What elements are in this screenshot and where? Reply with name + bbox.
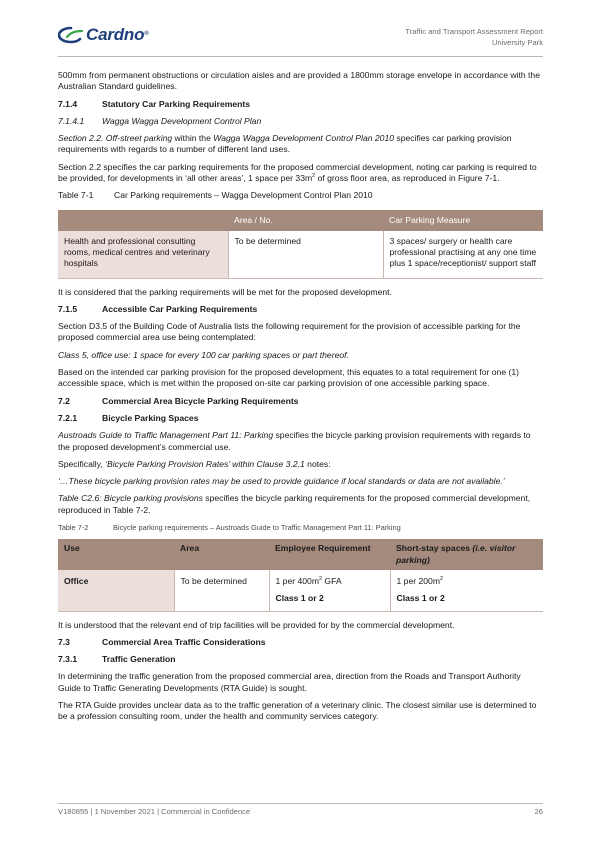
project-name: University Park xyxy=(491,37,543,47)
heading-7-1-5 xyxy=(58,304,543,315)
table-7-1-caption xyxy=(58,190,543,201)
dcp-paragraph xyxy=(58,133,543,156)
heading-number: 7.3 xyxy=(58,636,70,647)
specifically-text: Specifically, xyxy=(58,458,106,469)
header-report-info xyxy=(405,27,543,48)
rta-paragraph: In determining the traffic generation from the proposed commercial area, direction from the Roads and Transport Authority Guide to Traffic Generating Developments (RTA Guide) is sought. xyxy=(58,671,521,693)
quote-paragraph: ‘…These bicycle parking provision rates may be used to provide guidance if local standards or data are not available.’ xyxy=(58,476,505,487)
table-header-cell xyxy=(58,210,228,231)
caption-number: Table 7-2 xyxy=(58,523,89,533)
heading-text: Traffic Generation xyxy=(102,654,176,665)
section-text: Section 2.2 specifies the car parking requirements for the proposed commercial development, noting car parking is required to be provided, for developments in ‘all other areas’, 1 space per 33m xyxy=(58,161,537,184)
table-header-cell: Area / No. xyxy=(228,210,383,231)
table-7-2-caption xyxy=(58,522,543,533)
superscript: 2 xyxy=(312,173,316,180)
c26-ref: Table C2.6: Bicycle parking provisions xyxy=(58,493,203,504)
footer-divider xyxy=(58,803,543,804)
specifically-text: notes: xyxy=(304,458,331,469)
table-header-cell: Use xyxy=(58,539,174,570)
logo-registered-mark: ® xyxy=(144,31,149,38)
superscript: 2 xyxy=(439,576,444,583)
heading-text: Accessible Car Parking Requirements xyxy=(102,303,258,314)
heading-7-3-1 xyxy=(58,654,543,665)
header-text-italic: (i.e. visitor parking) xyxy=(396,543,516,565)
heading-number: 7.1.4 xyxy=(58,98,78,109)
heading-text: Wagga Wagga Development Control Plan xyxy=(102,115,262,126)
report-title: Traffic and Transport Assessment Report xyxy=(405,27,543,36)
header-divider xyxy=(58,56,543,57)
heading-7-2-1 xyxy=(58,413,543,424)
table-header-row xyxy=(58,539,543,570)
table-header-cell: Employee Requirement xyxy=(269,539,390,570)
rate-text: 1 per 200m xyxy=(396,575,440,586)
table-row xyxy=(58,231,543,278)
heading-number: 7.3.1 xyxy=(58,654,78,665)
table-cell-use: Office xyxy=(58,570,174,611)
table-cell-use: Health and professional consulting rooms, medical centres and veterinary hospitals xyxy=(58,231,228,278)
footer-document-info: V180855 | 1 November 2021 | Commercial in Confidence xyxy=(58,807,251,816)
heading-text: Commercial Area Bicycle Parking Requirements xyxy=(102,395,299,406)
austroads-paragraph xyxy=(58,430,543,453)
dcp-text: specifies car parking provision requirements with regards to a number of different land uses. xyxy=(58,133,512,155)
d35-paragraph: Section D3.5 of the Building Code of Australia lists the following requirement for the provision of accessible parking for the proposed commercial area use being contemplated: xyxy=(58,321,521,343)
page-content xyxy=(58,70,543,729)
heading-7-1-4 xyxy=(58,99,543,110)
austroads-text: specifies the bicycle parking provision requirements with regards to the proposed development’s commercial use. xyxy=(58,430,531,452)
heading-number: 7.2 xyxy=(58,395,70,406)
section-2-2-paragraph xyxy=(58,162,543,185)
based-paragraph: Based on the intended car parking provision for the proposed development, this equates to a total requirement for one (1) accessible space, which is met within the proposed on-site car parking provision of one accessible parking space. xyxy=(58,367,520,389)
understood-paragraph: It is understood that the relevant end of trip facilities will be provided for by the commercial development. xyxy=(58,619,455,630)
c26-text: specifies the bicycle parking requirements for the proposed commercial development, reproduced in Table 7-2. xyxy=(58,493,531,515)
superscript: 2 xyxy=(318,576,323,583)
caption-text: Bicycle parking requirements – Austroads Guide to Traffic Management Part 11: Parking xyxy=(113,523,401,533)
c26-paragraph xyxy=(58,493,543,516)
table-cell-measure: 3 spaces/ surgery or health care professional practising at any one time plus 1 space/receptionist/ support staff xyxy=(383,231,543,278)
intro-paragraph: 500mm from permanent obstructions or circulation aisles and are provided a 1800mm storage envelope in accordance with the Australian Standard guidelines. xyxy=(58,70,540,92)
caption-text: Car Parking requirements – Wagga Development Control Plan 2010 xyxy=(114,190,373,201)
specifically-paragraph xyxy=(58,459,543,470)
rate-text: GFA xyxy=(322,575,342,586)
considered-paragraph: It is considered that the parking requirements will be met for the proposed development. xyxy=(58,286,392,297)
table-cell-area: To be determined xyxy=(174,570,269,611)
heading-7-2 xyxy=(58,396,543,407)
table-row xyxy=(58,570,543,611)
heading-number: 7.2.1 xyxy=(58,412,78,423)
heading-number: 7.1.5 xyxy=(58,303,78,314)
table-header-cell xyxy=(390,539,543,570)
table-header-row xyxy=(58,210,543,231)
dcp-plan-ref: Wagga Wagga Development Control Plan 2010 xyxy=(213,133,395,144)
table-cell-employee xyxy=(269,570,390,611)
heading-text: Commercial Area Traffic Considerations xyxy=(102,636,266,647)
heading-text: Statutory Car Parking Requirements xyxy=(102,98,251,109)
cardno-swoosh-icon xyxy=(58,26,84,44)
dcp-text: within the xyxy=(172,133,214,144)
caption-number: Table 7-1 xyxy=(58,190,94,201)
class-label: Class 1 or 2 xyxy=(275,593,324,604)
class-label: Class 1 or 2 xyxy=(396,593,445,604)
section-text: of gross floor area, as reproduced in Figure 7-1. xyxy=(315,173,500,184)
austroads-ref: Austroads Guide to Traffic Management Part 11: Parking xyxy=(58,430,274,441)
table-header-cell: Car Parking Measure xyxy=(383,210,543,231)
dcp-section-ref: Section 2.2. Off-street parking xyxy=(58,133,173,144)
cardno-logo xyxy=(58,24,149,46)
table-cell-area: To be determined xyxy=(228,231,383,278)
page-header xyxy=(58,22,543,54)
page-number: 26 xyxy=(534,807,543,816)
car-parking-table xyxy=(58,210,543,279)
rta-guide-paragraph: The RTA Guide provides unclear data as to the traffic generation of a veterinary clinic. The closest similar use is determined to be a profession consulting room, under the health and community services category. xyxy=(58,699,537,722)
rate-text: 1 per 400m xyxy=(275,575,319,586)
table-cell-short-stay xyxy=(390,570,543,611)
table-header-cell: Area xyxy=(174,539,269,570)
logo-wordmark: Cardno xyxy=(86,25,145,45)
heading-7-3 xyxy=(58,637,543,648)
clause-ref: ‘Bicycle Parking Provision Rates’ within Clause 3.2.1 xyxy=(105,458,305,469)
bicycle-parking-table xyxy=(58,539,543,611)
heading-text: Bicycle Parking Spaces xyxy=(102,412,199,423)
class5-requirement: Class 5, office use: 1 space for every 100 car parking spaces or part thereof. xyxy=(58,349,349,360)
header-text: Short-stay spaces xyxy=(396,543,473,554)
heading-number: 7.1.4.1 xyxy=(58,115,85,126)
heading-7-1-4-1 xyxy=(58,116,543,127)
